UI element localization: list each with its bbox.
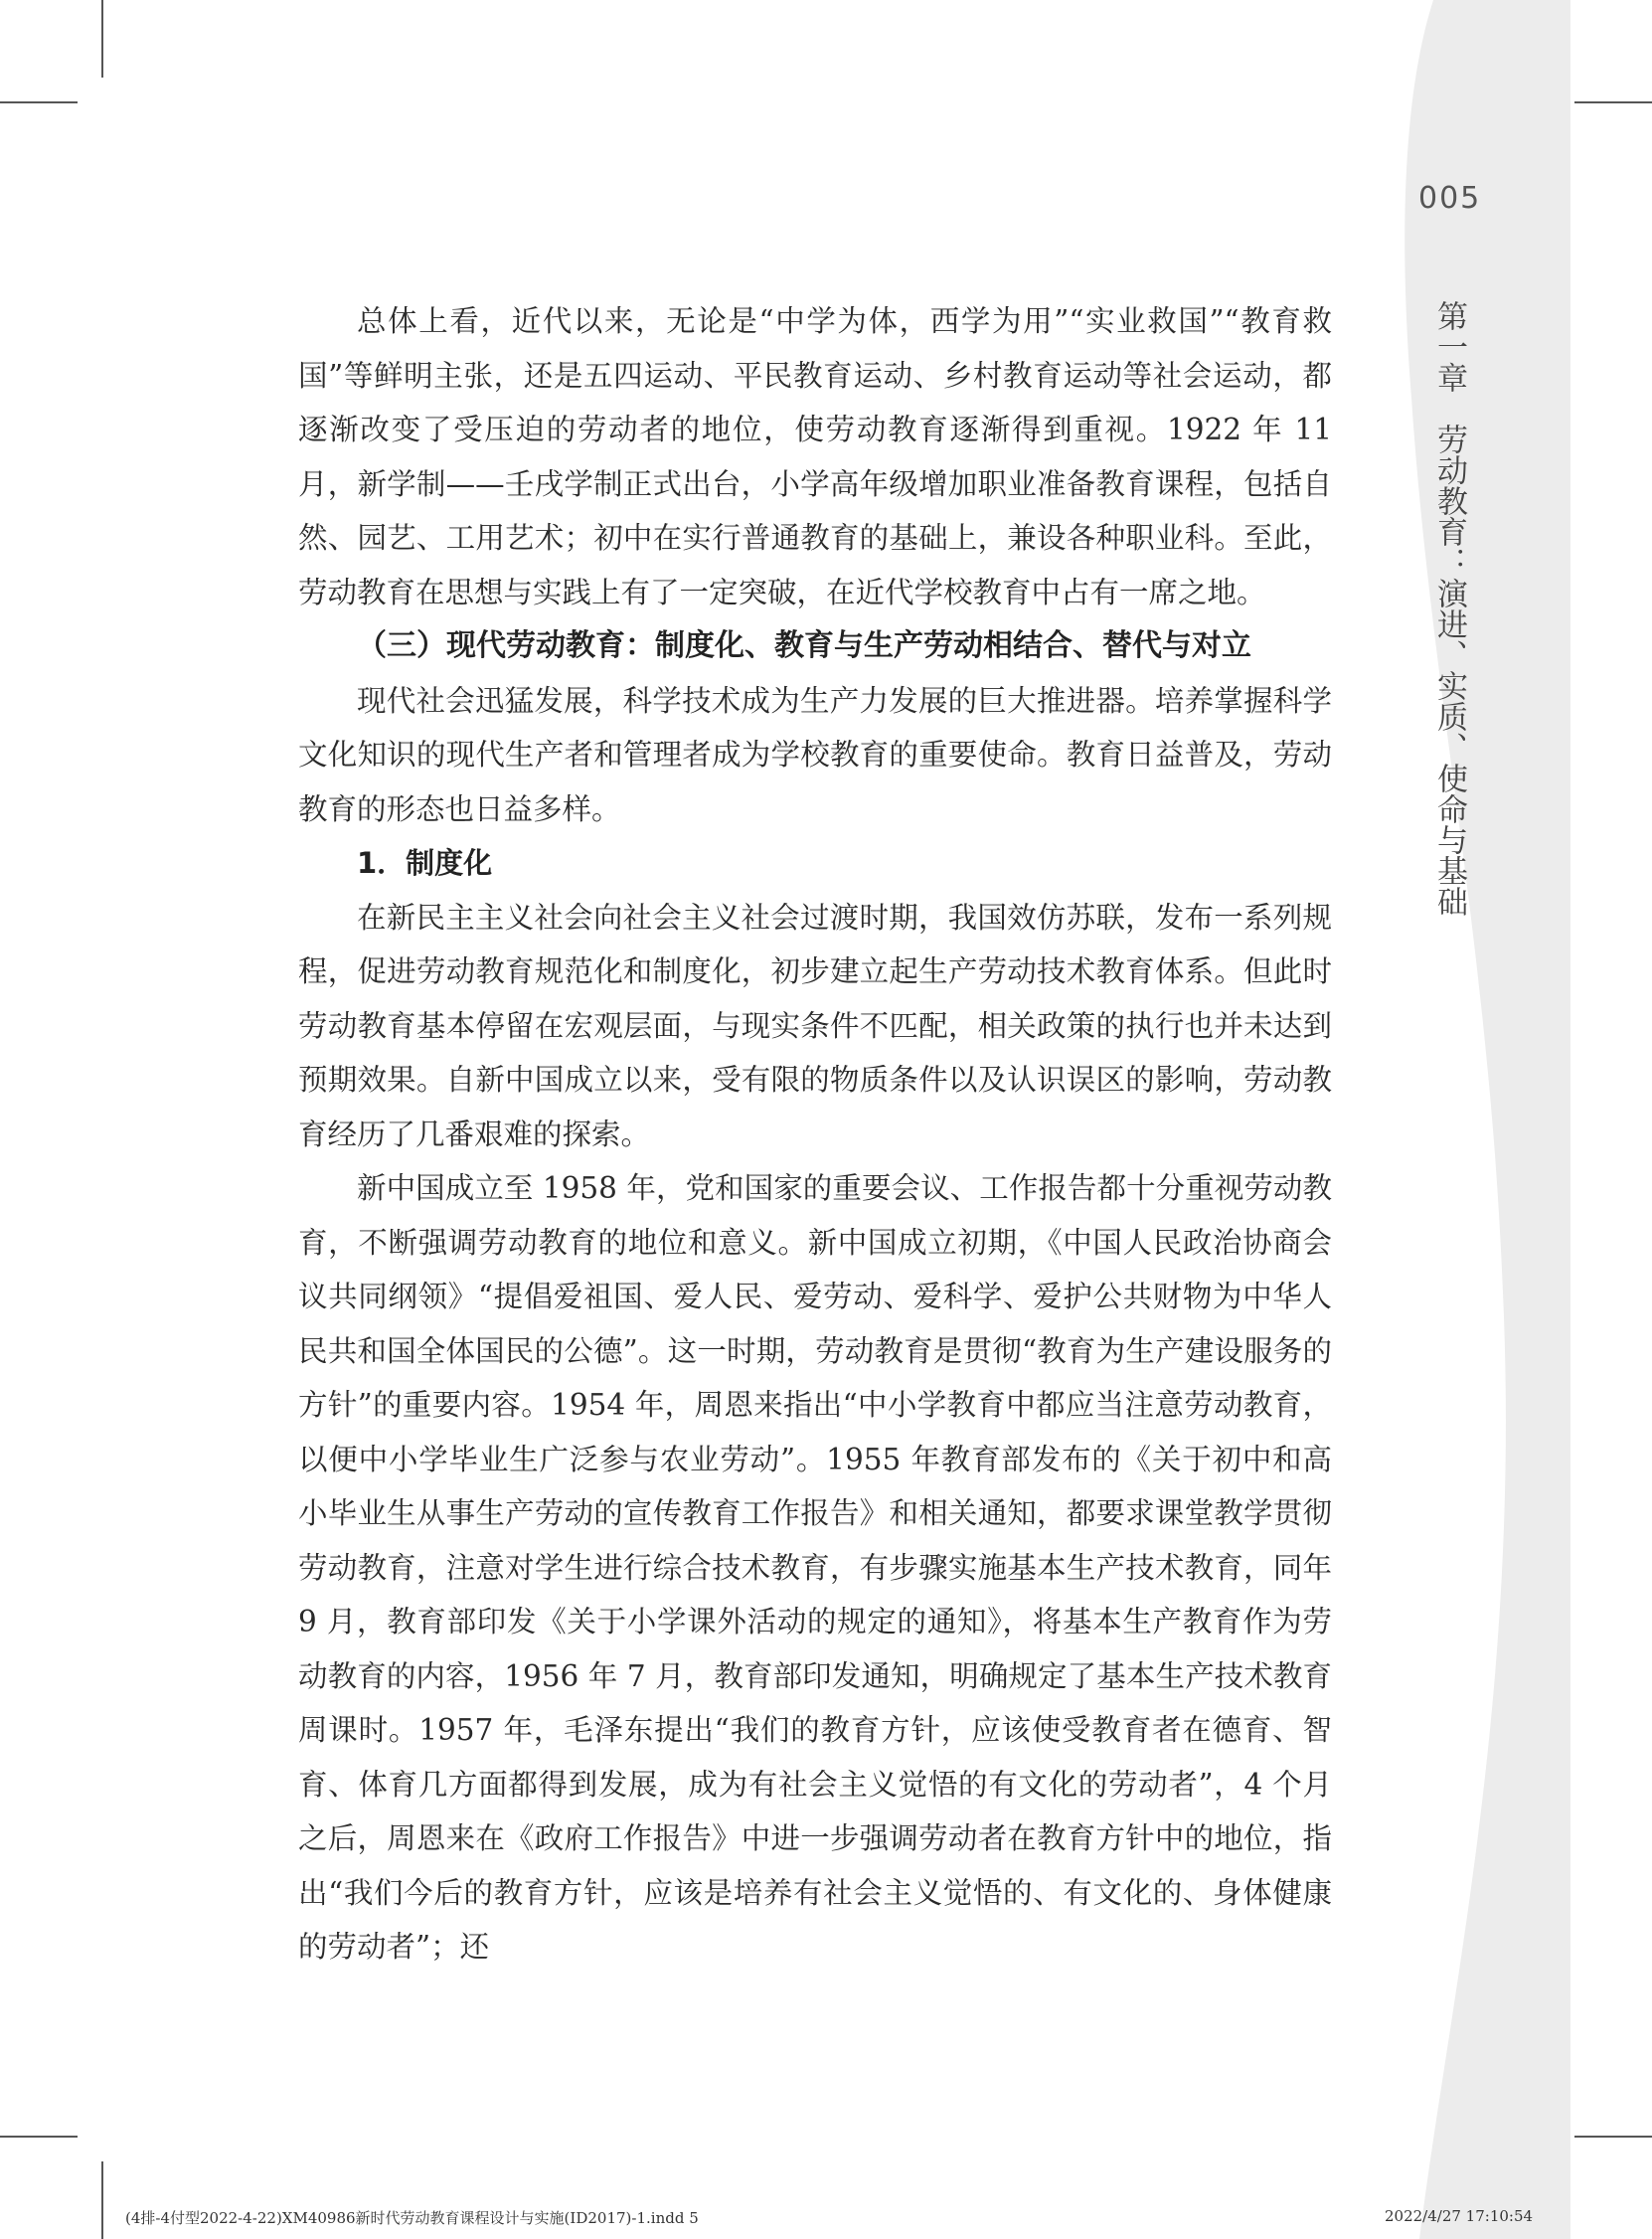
- paragraph: 在新民主主义社会向社会主义社会过渡时期，我国效仿苏联，发布一系列规程，促进劳动教育规范化和制度化，初步建立起生产劳动技术教育体系。但此时劳动教育基本停留在宏观层面，与现实条件不匹配，相关政策的执行也并未达到预期效果。自新中国成立以来，受有限的物质条件以及认识误区的影响，劳动教育经历了几番艰难的探索。: [298, 900, 1332, 1151]
- crop-mark: [0, 101, 78, 103]
- body-text: [298, 294, 1332, 1975]
- crop-mark: [101, 0, 103, 78]
- crop-mark: [101, 2161, 103, 2239]
- paragraph: 新中国成立至 1958 年，党和国家的重要会议、工作报告都十分重视劳动教育，不断强调劳动教育的地位和意义。新中国成立初期，《中国人民政治协商会议共同纲领》“提倡爱祖国、爱人民、爱劳动、爱科学、爱护公共财物为中华人民共和国全体国民的公德”。这一时期，劳动教育是贯彻“教育为生产建设服务的方针”的重要内容。1954 年，周恩来指出“中小学教育中都应当注意劳动教育，以便中小学毕业生广泛参与农业劳动”。1955 年教育部发布的《关于初中和高小毕业生从事生产劳动的宣传教育工作报告》和相关通知，都要求课堂教学贯彻劳动教育，注意对学生进行综合技术教育，有步骤实施基本生产技术教育，同年 9 月，教育部印发《关于小学课外活动的规定的通知》，将基本生产教育作为劳动教育的内容，1956 年 7 月，教育部印发通知，明确规定了基本生产技术教育周课时。1957 年，毛泽东提出“我们的教育方针，应该使受教育者在德育、智育、体育几方面都得到发展，成为有社会主义觉悟的有文化的劳动者”，4 个月之后，周恩来在《政府工作报告》中进一步强调劳动者在教育方针中的地位，指出“我们今后的教育方针，应该是培养有社会主义觉悟的、有文化的、身体健康的劳动者”；还: [298, 1171, 1332, 1964]
- chapter-title: 第一章 劳动教育：演进、实质、使命与基础: [1431, 300, 1467, 917]
- paragraph: 总体上看，近代以来，无论是“中学为体，西学为用”“实业救国”“教育救国”等鲜明主张，还是五四运动、平民教育运动、乡村教育运动等社会运动，都逐渐改变了受压迫的劳动者的地位，使劳动教育逐渐得到重视。1922 年 11 月，新学制——壬戌学制正式出台，小学高年级增加职业准备教育课程，包括自然、园艺、工用艺术；初中在实行普通教育的基础上，兼设各种职业科。至此，劳动教育在思想与实践上有了一定突破，在近代学校教育中占有一席之地。: [298, 304, 1332, 609]
- subsection-heading: 1．制度化: [357, 846, 493, 880]
- print-slug-timestamp: 2022/4/27 17:10:54: [1385, 2207, 1534, 2225]
- section-heading: （三）现代劳动教育：制度化、教育与生产劳动相结合、替代与对立: [357, 628, 1251, 663]
- page-number: 005: [1418, 181, 1482, 216]
- paragraph: 现代社会迅猛发展，科学技术成为生产力发展的巨大推进器。培养掌握科学文化知识的现代生产者和管理者成为学校教育的重要使命。教育日益普及，劳动教育的形态也日益多样。: [298, 683, 1332, 826]
- print-slug-filename: (4排-4付型2022-4-22)XM40986新时代劳动教育课程设计与实施(ID2017)-1.indd 5: [125, 2209, 699, 2227]
- side-band-decoration: [1372, 0, 1652, 2239]
- crop-mark: [0, 2136, 78, 2138]
